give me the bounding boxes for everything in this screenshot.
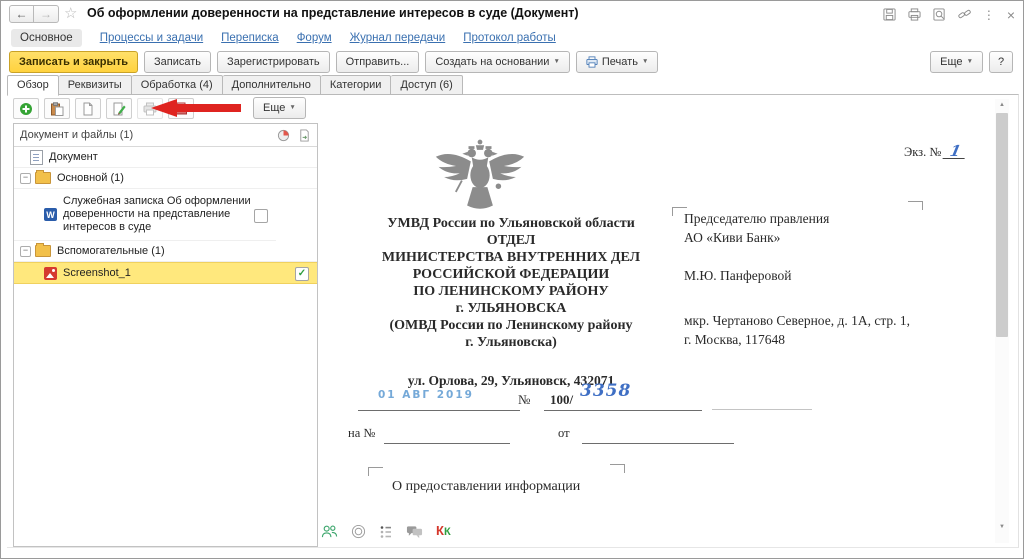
page-title: Об оформлении доверенности на представление интересов в суде (Документ) (87, 6, 579, 20)
shared-users-icon[interactable] (321, 524, 338, 539)
letterhead-line: (ОМВД России по Ленинскому району (389, 318, 633, 333)
new-file-button[interactable] (75, 98, 101, 119)
add-file-button[interactable] (13, 98, 39, 119)
blank-file-icon (81, 102, 95, 116)
section-nav (11, 29, 556, 47)
red-arrow-annotation (151, 99, 241, 117)
save-button[interactable]: Записать (144, 51, 211, 73)
create-from-label: Создать на основании (435, 56, 550, 68)
letterhead-line: МИНИСТЕРСТВА ВНУТРЕННИХ ДЕЛ (381, 250, 641, 265)
structure-icon[interactable] (379, 525, 393, 539)
number-underline (544, 409, 702, 411)
edit-pencil-icon (112, 102, 126, 116)
image-file-icon (44, 267, 57, 280)
print-label: Печать (601, 56, 638, 68)
tab-access[interactable]: Доступ (6) (391, 75, 462, 95)
word-file-icon: W (44, 208, 57, 221)
coat-of-arms-emblem (434, 137, 526, 217)
card-tabs (7, 75, 463, 96)
file-checkbox-checked[interactable]: ✓ (295, 267, 309, 281)
history-nav (9, 5, 59, 23)
create-from-button[interactable] (425, 51, 570, 73)
paste-file-button[interactable] (44, 98, 70, 119)
letterhead-line: г. УЛЬЯНОВСКА (455, 301, 567, 316)
ref-number-label: на № (348, 426, 376, 440)
number-underline-ext (712, 408, 812, 410)
tree-row-label: Служебная записка Об оформлении доверенности на представление интересов в суде (63, 195, 251, 233)
tab-overview[interactable]: Обзор (7, 75, 59, 96)
summary-pie-icon[interactable] (277, 129, 290, 142)
close-icon[interactable]: × (1006, 6, 1015, 23)
print-button[interactable] (576, 51, 658, 73)
preview-icon[interactable] (933, 8, 946, 21)
save-and-close-button[interactable]: Записать и закрыть (9, 51, 138, 73)
tree-row-label: Вспомогательные (1) (57, 244, 165, 257)
tree-row-label: Документ (49, 150, 98, 163)
scan-corner-mark (368, 467, 383, 476)
tree-row-document[interactable] (14, 147, 317, 168)
scan-corner-mark (610, 464, 625, 473)
letterhead-line: УМВД России по Ульяновской области (387, 216, 635, 231)
edit-file-button[interactable] (106, 98, 132, 119)
printer-icon (586, 56, 598, 68)
tab-additional[interactable]: Дополнительно (223, 75, 321, 95)
k-green: К (443, 526, 451, 538)
date-stamp: 01 АВГ 2019 (378, 389, 474, 401)
number-sign-label: № (518, 392, 531, 407)
files-more-button[interactable] (253, 97, 306, 119)
letterhead-line: ОТДЕЛ (486, 233, 536, 248)
nav-tab-forum[interactable]: Форум (296, 32, 332, 44)
date-underline (358, 409, 520, 411)
files-tree-title: Документ и файлы (1) (20, 129, 134, 141)
recipient-line: АО «Киви Банк» (684, 230, 781, 245)
plus-icon (19, 102, 33, 116)
back-button[interactable]: ← (9, 5, 34, 23)
forward-button[interactable]: → (34, 5, 59, 23)
preview-footer-icons (321, 524, 451, 539)
ref-number-underline (384, 442, 510, 444)
ref-from-underline (582, 442, 734, 444)
letterhead-line: г. Ульяновска) (465, 335, 557, 350)
nav-tab-work-protocol[interactable]: Протокол работы (463, 32, 556, 44)
window-actions (883, 8, 1015, 21)
recipient-line: мкр. Чертаново Северное, д. 1А, стр. 1, (684, 313, 911, 328)
tab-processing[interactable]: Обработка (4) (132, 75, 223, 95)
comments-icon[interactable] (406, 525, 423, 539)
copy-number-label: Экз. № (904, 145, 942, 159)
scrollbar-thumb[interactable] (996, 113, 1008, 337)
number-handwritten: 3358 (580, 381, 632, 401)
chevron-down-icon: ▼ (289, 104, 296, 111)
chevron-down-icon: ▼ (553, 58, 560, 65)
recipient-line: Председателю правления (684, 211, 830, 226)
recipient-block (684, 209, 984, 349)
tab-categories[interactable]: Категории (321, 75, 392, 95)
more-menu-icon[interactable]: ⋮ (982, 7, 995, 22)
preview-scrollbar[interactable] (995, 99, 1009, 543)
copy-number-handwritten: 1 (943, 145, 968, 159)
save-icon[interactable] (883, 8, 896, 21)
recipient-line: г. Москва, 117648 (684, 332, 786, 347)
clipboard-icon (50, 102, 64, 116)
number-prefix: 100/ (550, 392, 574, 407)
more-button[interactable] (930, 51, 983, 73)
tree-row-file-word[interactable] (14, 189, 276, 241)
folder-icon (35, 172, 51, 184)
files-tree-panel (13, 123, 318, 547)
tab-requisites[interactable]: Реквизиты (59, 75, 132, 95)
folder-icon (35, 245, 51, 257)
register-button[interactable]: Зарегистрировать (217, 51, 330, 73)
letter-subject: О предоставлении информации (392, 479, 581, 494)
tree-row-label: Основной (1) (57, 171, 124, 184)
link-icon[interactable] (958, 8, 971, 21)
letterhead-line: ПО ЛЕНИНСКОМУ РАЙОНУ (413, 284, 609, 299)
case-letters-icon[interactable] (436, 525, 451, 538)
tree-row-file-screenshot[interactable] (14, 262, 317, 284)
tree-row-folder-aux[interactable] (14, 241, 317, 262)
scroll-up-icon[interactable]: ▲ (999, 102, 1005, 108)
more-label: Еще (940, 56, 963, 68)
status-ring-icon[interactable] (351, 524, 366, 539)
print-icon[interactable] (908, 8, 921, 21)
recipient-line: М.Ю. Панферовой (684, 268, 792, 283)
file-export-icon[interactable] (298, 129, 311, 142)
nav-tab-processes[interactable]: Процессы и задачи (99, 32, 204, 44)
send-button[interactable]: Отправить... (336, 51, 420, 73)
copy-number-block (904, 142, 967, 160)
files-tree-header (14, 124, 317, 147)
scroll-down-icon[interactable]: ▼ (999, 524, 1005, 530)
letterhead-line: РОССИЙСКОЙ ФЕДЕРАЦИИ (412, 267, 610, 282)
chevron-down-icon: ▼ (966, 58, 973, 65)
letterhead (330, 215, 692, 351)
files-more-label: Еще (263, 102, 286, 114)
help-button[interactable]: ? (989, 51, 1013, 73)
document-preview[interactable] (320, 95, 992, 545)
file-checkbox[interactable] (254, 209, 268, 223)
nav-tab-correspondence[interactable]: Переписка (221, 32, 279, 44)
favorite-star-icon[interactable]: ☆ (64, 5, 78, 22)
tree-row-folder-main[interactable] (14, 168, 317, 189)
chevron-down-icon: ▼ (641, 58, 649, 65)
sender-address: ул. Орлова, 29, Ульяновск, 432071 (407, 373, 615, 388)
collapse-icon[interactable]: − (20, 246, 31, 257)
nav-tab-main[interactable]: Основное (11, 29, 82, 47)
k-red: К (436, 523, 444, 538)
nav-tab-transfer-log[interactable]: Журнал передачи (349, 32, 446, 44)
ref-from-label: от (558, 426, 570, 440)
collapse-icon[interactable]: − (20, 173, 31, 184)
document-icon (30, 150, 43, 165)
tree-row-label: Screenshot_1 (63, 266, 131, 279)
command-bar (9, 51, 658, 73)
